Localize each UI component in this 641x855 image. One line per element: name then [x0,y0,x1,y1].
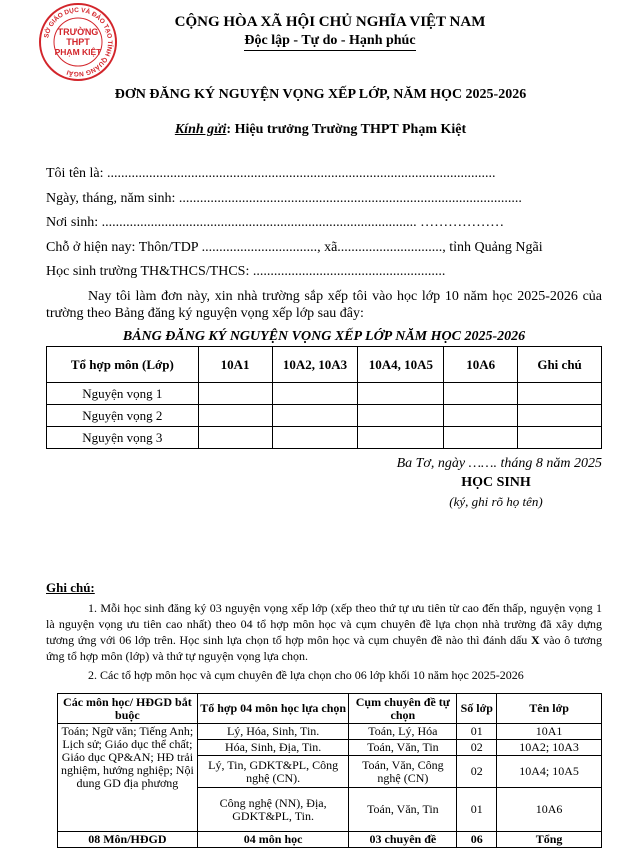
notes-cell[interactable] [518,383,602,405]
field-name: Tôi tên là: ............................................................................................................... [46,166,496,181]
classes-cell: 10A2; 10A3 [497,740,602,756]
combo-header-combination: Tổ hợp 04 môn học lựa chọn [197,694,349,724]
recipient-colon: : [226,122,232,137]
notes-mark-x: X [530,633,540,647]
signature-date: Ba Tơ, ngày ……. tháng 8 năm 2025 [396,456,602,471]
combo-cell: Công nghệ (NN), Địa, GDKT&PL, Tin. [197,788,349,832]
notes-cell[interactable] [518,427,602,449]
choice-cell[interactable] [198,383,272,405]
header-10a4-10a5: 10A4, 10A5 [358,347,444,383]
cluster-cell: Toán, Lý, Hóa [349,724,457,740]
notes-paragraph-2: 2. Các tổ hợp môn học và cụm chuyên đề lựa chọn cho 06 lớp khối 10 năm học 2025-2026 [88,668,524,682]
cluster-cell: Toán, Văn, Tin [349,740,457,756]
form-title: ĐƠN ĐĂNG KÝ NGUYỆN VỌNG XẾP LỚP, NĂM HỌC 2025-2026 [114,87,527,102]
field-school: Học sinh trường TH&THCS/THCS: ....................................................... [46,264,446,279]
cluster-cell: Toán, Văn, Tin [349,788,457,832]
choice-cell[interactable] [358,405,444,427]
seal-line-1: TRƯỜNG [57,27,99,37]
classes-cell: 10A4; 10A5 [497,756,602,788]
field-address: Chỗ ở hiện nay: Thôn/TDP ................................., xã.............................., tỉnh Quảng Ngãi [46,240,543,255]
seal-line-3: PHẠM KIỆT [54,47,102,57]
preference-label-3: Nguyện vọng 3 [47,427,199,449]
classes-cell: 10A1 [497,724,602,740]
preference-row-3 [47,427,602,449]
total-required: 08 Môn/HĐGD [58,832,198,848]
signature-hint: (ký, ghi rõ họ tên) [449,494,543,509]
choice-cell[interactable] [444,383,518,405]
totals-row [58,832,602,848]
classes-cell: 10A6 [497,788,602,832]
combo-header-count: Số lớp [457,694,497,724]
choice-cell[interactable] [272,405,358,427]
signature-role: HỌC SINH [461,475,531,490]
header-10a6: 10A6 [444,347,518,383]
recipient-line [0,122,641,138]
choice-cell[interactable] [198,427,272,449]
choice-cell[interactable] [358,383,444,405]
preference-table-header-row [47,347,602,383]
table-row [58,724,602,740]
notes-p1-text-a: 1. Mỗi học sinh đăng ký 03 nguyện vọng xếp lớp (xếp theo thứ tự ưu tiên từ cao đến thấp, nguyện vọng 1 là nguyện vọng ưu tiên cao nhất) theo 04 tổ hợp môn học và cụm chuyên đề lựa chọn nhà trường đã xây dựng tương ứng với 06 lớp trên. Học sinh lựa chọn tổ hợp môn học và cụm chuyên đề nào thì đánh dấu [46,601,602,647]
total-combo: 04 môn học [197,832,349,848]
choice-cell[interactable] [272,427,358,449]
notes-cell[interactable] [518,405,602,427]
count-cell: 02 [457,740,497,756]
count-cell: 01 [457,724,497,740]
table1-title: BẢNG ĐĂNG KÝ NGUYỆN VỌNG XẾP LỚP NĂM HỌC 2025-2026 [122,329,526,344]
notes-title: Ghi chú: [46,580,95,595]
notes-paragraph-1 [46,600,602,664]
total-count: 06 [457,832,497,848]
combo-cell: Hóa, Sinh, Địa, Tin. [197,740,349,756]
request-paragraph: Nay tôi làm đơn này, xin nhà trường sắp xếp tôi vào học lớp 10 năm học 2025-2026 của trường theo Bảng đăng ký nguyện vọng xếp lớp sau đây: [46,289,602,321]
preference-row-1 [47,383,602,405]
subject-combination-table [57,693,602,848]
recipient-prefix: Kính gửi [174,122,227,137]
notes-p1-text-b: vào ô tương ứng tổ hợp môn (lớp) và thứ tự nguyện vọng lựa chọn. [46,633,603,663]
choice-cell[interactable] [272,383,358,405]
total-label: Tổng [497,832,602,848]
header-notes: Ghi chú [518,347,602,383]
field-birthplace: Nơi sinh: .......................................................................................... ……………… [46,215,505,230]
combo-cell: Lý, Hóa, Sinh, Tin. [197,724,349,740]
motto-text: Độc lập - Tự do - Hạnh phúc [244,33,415,51]
preference-table [46,346,602,449]
header-10a2-10a3: 10A2, 10A3 [272,347,358,383]
header-combo: Tổ hợp môn (Lớp) [47,347,199,383]
combo-table-header-row [58,694,602,724]
field-dob: Ngày, tháng, năm sinh: .................................................................................................. [46,191,522,206]
recipient-name: Hiệu trưởng Trường THPT Phạm Kiệt [231,122,467,137]
preference-label-2: Nguyện vọng 2 [47,405,199,427]
seal-line-2: THPT [66,37,90,47]
combo-header-cluster: Cụm chuyên đề tự chọn [349,694,457,724]
cluster-cell: Toán, Văn, Công nghệ (CN) [349,756,457,788]
school-seal [38,2,118,82]
seal-ring-text: SỞ GIÁO DỤC VÀ ĐÀO TẠO TỈNH QUẢNG NGÃI [43,6,114,78]
combo-header-required: Các môn học/ HĐGD bắt buộc [58,694,198,724]
required-subjects: Toán; Ngữ văn; Tiếng Anh; Lịch sử; Giáo dục thể chất; Giáo dục QP&AN; HĐ trải nghiệm, hướng nghiệp; Nội dung GD địa phương [58,724,198,832]
total-cluster: 03 chuyên đề [349,832,457,848]
choice-cell[interactable] [198,405,272,427]
combo-header-classes: Tên lớp [497,694,602,724]
choice-cell[interactable] [444,427,518,449]
count-cell: 01 [457,788,497,832]
nation-title: CỘNG HÒA XÃ HỘI CHỦ NGHĨA VIỆT NAM [174,14,486,30]
motto [130,33,530,51]
preference-row-2 [47,405,602,427]
choice-cell[interactable] [358,427,444,449]
count-cell: 02 [457,756,497,788]
choice-cell[interactable] [444,405,518,427]
preference-label-1: Nguyện vọng 1 [47,383,199,405]
combo-cell: Lý, Tin, GDKT&PL, Công nghệ (CN). [197,756,349,788]
school-seal-graphic [38,2,118,82]
header-10a1: 10A1 [198,347,272,383]
